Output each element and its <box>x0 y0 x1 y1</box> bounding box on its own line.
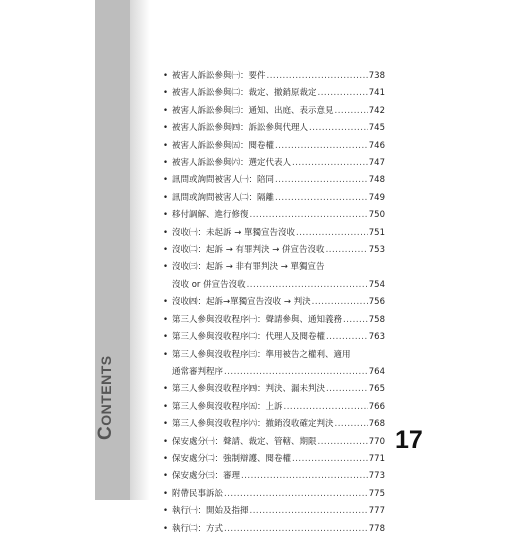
toc-entry <box>163 329 385 346</box>
dot-leader <box>284 399 368 416</box>
toc-entry-title: • 沒收㈣：起訴→單獨宣告沒收 → 判決 <box>172 297 311 308</box>
toc-entry-title: • 沒收㈠：未起訴 → 單獨宣告沒收 <box>172 227 296 238</box>
toc-entry <box>163 399 385 416</box>
toc-entry <box>163 521 385 538</box>
toc-entry-title: 通常審判程序 <box>172 366 224 377</box>
toc-entry-title: • 訊問或詢問被害人㈡：隔離 <box>172 192 275 203</box>
toc-entry-page: 748 <box>368 175 385 186</box>
toc-entry <box>163 242 385 259</box>
toc-entry <box>163 468 385 485</box>
toc-entry-title: • 執行㈡：方式 <box>172 523 224 534</box>
dot-leader <box>250 503 368 520</box>
toc-entry-title: • 訊問或詢問被害人㈠：陪同 <box>172 175 275 186</box>
dot-leader <box>326 329 368 346</box>
toc-entry-title: • 第三人參與沒收程序㈡：代理人及閱卷權 <box>172 332 326 343</box>
dot-leader <box>275 138 368 155</box>
toc-entry-page: 764 <box>368 366 385 377</box>
toc-entry-page: 758 <box>368 314 385 325</box>
toc-entry <box>163 381 385 398</box>
contents-side-label: CONTENTS <box>95 355 116 440</box>
toc-entry <box>163 312 385 329</box>
dot-leader <box>296 225 368 242</box>
toc-entry <box>163 85 385 102</box>
toc-entry-page: 766 <box>368 401 385 412</box>
toc-entry-page: 778 <box>368 523 385 534</box>
page-number: 17 <box>395 426 423 454</box>
dot-leader <box>224 521 368 538</box>
toc-entry <box>163 68 385 85</box>
toc-entry-page: 765 <box>368 384 385 395</box>
dot-leader <box>247 277 368 294</box>
toc-entry-page: 770 <box>368 436 385 447</box>
toc-entry-title: • 沒收㈡：起訴 → 有罪判決 → 併宣告沒收 <box>172 245 325 256</box>
toc-entry-page: 738 <box>368 71 385 81</box>
toc-entry-page: 773 <box>368 471 385 482</box>
toc-entry <box>163 207 385 224</box>
toc-entry-title: • 保安處分㈢：審理 <box>172 471 241 482</box>
toc-entry <box>163 416 385 433</box>
toc-entry-page: 745 <box>368 123 385 134</box>
toc-entry <box>163 190 385 207</box>
toc-entry-title: • 保安處分㈡：強制辯護、閱卷權 <box>172 453 292 464</box>
toc-entry-page: 747 <box>368 158 385 169</box>
dot-leader <box>224 364 368 381</box>
dot-leader <box>267 68 368 85</box>
toc-entry-page: 746 <box>368 140 385 151</box>
toc-entry-title: • 第三人參與沒收程序㈠：聲請參與、通知義務 <box>172 314 343 325</box>
toc-entry-page: 763 <box>368 332 385 343</box>
toc-entry-title: • 第三人參與沒收程序㈥：撤銷沒收確定判決 <box>172 419 334 430</box>
dot-leader <box>318 85 368 102</box>
toc-entry-title-line1: • 沒收㈢：起訴 → 非有罪判決 → 單獨宣告 <box>172 262 325 273</box>
toc-entry-page: 775 <box>368 488 385 499</box>
toc-entry-title: • 執行㈠：開始及指揮 <box>172 506 249 517</box>
toc-entry <box>163 434 385 451</box>
toc-entry-title: • 被害人訴訟參與㈥：選定代表人 <box>172 158 292 169</box>
toc-entry <box>163 259 385 294</box>
toc-entry <box>163 138 385 155</box>
toc-entry <box>163 155 385 172</box>
toc-entry-title: • 第三人參與沒收程序㈣：判決、漏未判決 <box>172 384 326 395</box>
toc-entry-page: 771 <box>368 453 385 464</box>
dot-leader <box>241 468 368 485</box>
dot-leader <box>335 103 368 120</box>
dot-leader <box>335 416 368 433</box>
toc-entry <box>163 486 385 503</box>
toc-entry-page: 777 <box>368 506 385 517</box>
toc-entry-title-line1: • 第三人參與沒收程序㈢：準用被告之權利、適用 <box>172 349 351 360</box>
dot-leader <box>326 381 368 398</box>
toc-entry <box>163 451 385 468</box>
dot-leader <box>292 451 368 468</box>
toc-entry-title: • 移付調解、進行修復 <box>172 210 249 221</box>
toc-entry <box>163 294 385 311</box>
toc-entry <box>163 503 385 520</box>
dot-leader <box>326 242 368 259</box>
toc-entry-page: 754 <box>368 279 385 290</box>
toc-entry-page: 750 <box>368 210 385 221</box>
dot-leader <box>318 434 368 451</box>
dot-leader <box>224 486 368 503</box>
dot-leader <box>275 190 368 207</box>
dot-leader <box>250 207 368 224</box>
dot-leader <box>343 312 368 329</box>
toc-entry-title: • 被害人訴訟參與㈠：要件 <box>172 71 266 81</box>
toc-entry <box>163 225 385 242</box>
dot-leader <box>309 120 368 137</box>
toc-entry-page: 751 <box>368 227 385 238</box>
dot-leader <box>275 172 368 189</box>
toc-entry-title: • 保安處分㈠：聲請、裁定、管轄、期限 <box>172 436 317 447</box>
toc-entry-title: • 被害人訴訟參與㈢：通知、出庭、表示意見 <box>172 105 334 116</box>
toc-entry <box>163 103 385 120</box>
toc-entry <box>163 347 385 382</box>
table-of-contents <box>163 68 385 538</box>
dot-leader <box>292 155 368 172</box>
toc-entry <box>163 172 385 189</box>
dot-leader <box>312 294 368 311</box>
toc-entry-page: 756 <box>368 297 385 308</box>
toc-entry-page: 749 <box>368 192 385 203</box>
toc-entry-title: • 第三人參與沒收程序㈤：上訴 <box>172 401 283 412</box>
page-edge-shadow <box>130 0 150 500</box>
toc-entry-title: • 被害人訴訟參與㈣：訴訟參與代理人 <box>172 123 309 134</box>
toc-entry-page: 741 <box>368 88 385 99</box>
toc-entry-page: 753 <box>368 245 385 256</box>
toc-entry-title: • 被害人訴訟參與㈤：閱卷權 <box>172 140 275 151</box>
toc-entry-title: • 附帶民事訴訟 <box>172 488 224 499</box>
toc-entry <box>163 120 385 137</box>
toc-entry-title: 沒收 or 併宣告沒收 <box>172 279 246 290</box>
toc-entry-page: 742 <box>368 105 385 116</box>
toc-entry-page: 768 <box>368 419 385 430</box>
toc-entry-title: • 被害人訴訟參與㈡：裁定、撤銷原裁定 <box>172 88 317 99</box>
